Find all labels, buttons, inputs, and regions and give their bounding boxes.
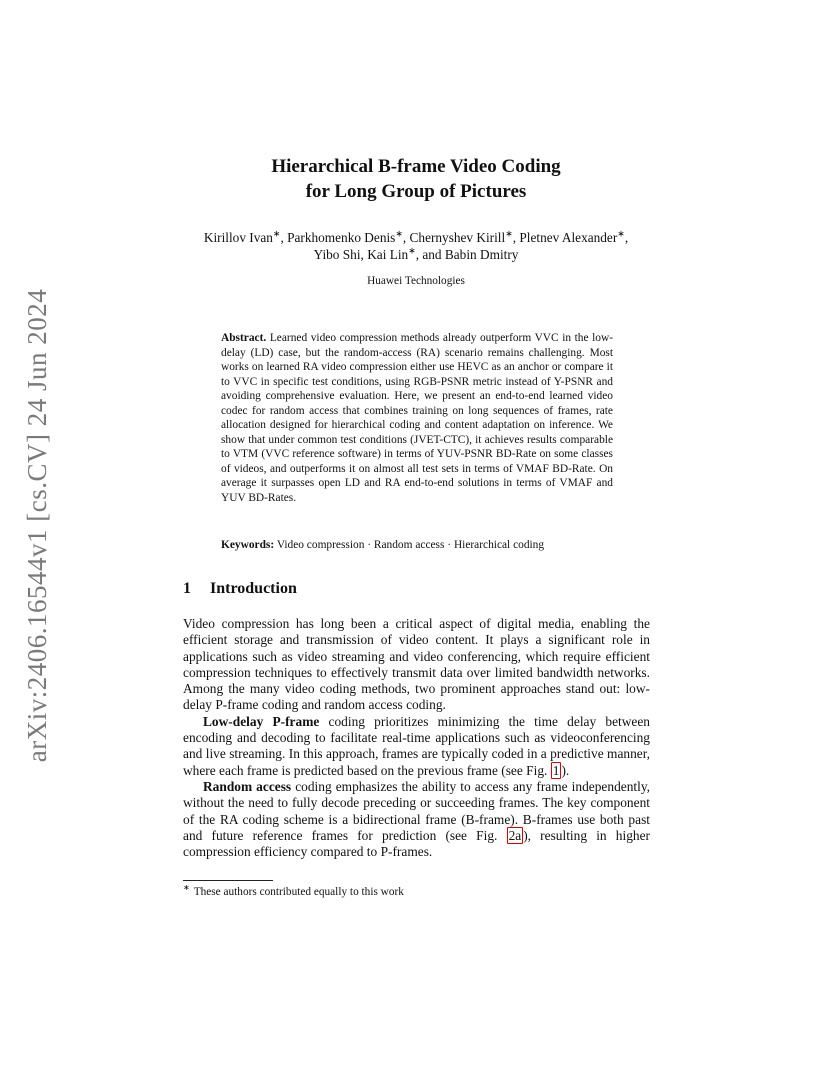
arxiv-id: arXiv:2406.16544v1 [cs.CV] 24 Jun 2024 <box>22 288 53 762</box>
author: Chernyshev Kirill <box>409 230 506 245</box>
author-list: Kirillov Ivan∗, Parkhomenko Denis∗, Chernyshev Kirill∗, Pletnev Alexander∗, Yibo Shi, Kai Lin∗, and Babin Dmitry <box>203 228 629 262</box>
keywords: Keywords: Video compression · Random access · Hierarchical coding <box>221 539 545 551</box>
author: Babin Dmitry <box>444 247 519 262</box>
author: Yibo Shi <box>313 247 361 262</box>
paragraph-lead: Random access <box>203 778 292 794</box>
footnote-mark: ∗ <box>183 883 190 893</box>
arxiv-stamp <box>20 290 56 760</box>
section-heading <box>183 580 649 598</box>
figure-ref-link[interactable]: 1 <box>552 762 560 778</box>
abstract-label: Abstract. <box>221 332 267 344</box>
keywords-label: Keywords: <box>221 539 275 551</box>
title-line-1: Hierarchical B-frame Video Coding <box>271 156 561 177</box>
keyword: Hierarchical coding <box>453 539 545 551</box>
section-title: Introduction <box>210 580 297 597</box>
author: Kai Lin <box>367 247 409 262</box>
author: Pletnev Alexander <box>519 230 618 245</box>
abstract <box>221 331 613 505</box>
paragraph: Random access coding emphasizes the ability to access any frame independently, without the need to fully decode preceding or succeeding frames. The key component of the RA coding scheme is a bidirectional frame (B-frame). B-frames use both past and future reference frames for prediction (see Fig. 2a ), resulting in higher compression efficiency compared to P-frames. <box>183 778 651 860</box>
title-line-2: for Long Group of Pictures <box>305 181 527 202</box>
section-number: 1 <box>183 580 191 597</box>
paragraph: Video compression has long been a critical aspect of digital media, enabling the efficient storage and transmission of video content. It plays a significant role in applications such as video streaming and video conferencing, which require efficient compression techniques to effectively transmit data over limited bandwidth networks. Among the many video coding methods, two prominent approaches stand out: low-delay P-frame coding and random access coding. <box>183 616 650 713</box>
body-text <box>183 616 650 860</box>
footnote-text: These authors contributed equally to this work <box>193 886 404 898</box>
paragraph-lead: Low-delay P-frame <box>203 713 320 729</box>
paper-title <box>183 154 649 204</box>
paragraph: Low-delay P-frame coding prioritizes minimizing the time delay between encoding and decoding to facilitate real-time applications such as videoconferencing and live streaming. In this approach, frames are typically coded in a predictive manner, where each frame is predicted based on the previous frame (see Fig. 1 ). <box>183 713 650 778</box>
affiliation: Huawei Technologies <box>367 275 465 287</box>
keyword: Video compression <box>276 539 365 551</box>
footnote-rule <box>183 880 273 881</box>
figure-ref-link[interactable]: 2a <box>508 827 522 843</box>
abstract-text: Learned video compression methods already outperform VVC in the low-delay (LD) case, but the random-access (RA) scenario remains challenging. Most works on learned RA video compression either use HEVC as an anchor or compare it to VVC in specific test conditions, using RGB-PSNR metric instead of Y-PSNR and avoiding comprehensive evaluation. Here, we present an end-to-end learned video codec for random access that combines training on long sequences of frames, rate allocation designed for hierarchical coding and content adaptation on inference. We show that under common test conditions (JVET-CTC), it achieves results comparable to VTM (VVC reference software) in terms of YUV-PSNR BD-Rate on some classes of videos, and outperforms it on almost all test sets in terms of VMAF BD-Rate. On average it surpasses open LD and RA end-to-end solutions in terms of VMAF and YUV BD-Rates. <box>221 332 613 504</box>
keyword: Random access <box>373 539 445 551</box>
author: Kirillov Ivan <box>203 230 273 245</box>
footnote <box>183 883 649 898</box>
author: Parkhomenko Denis <box>287 230 396 245</box>
